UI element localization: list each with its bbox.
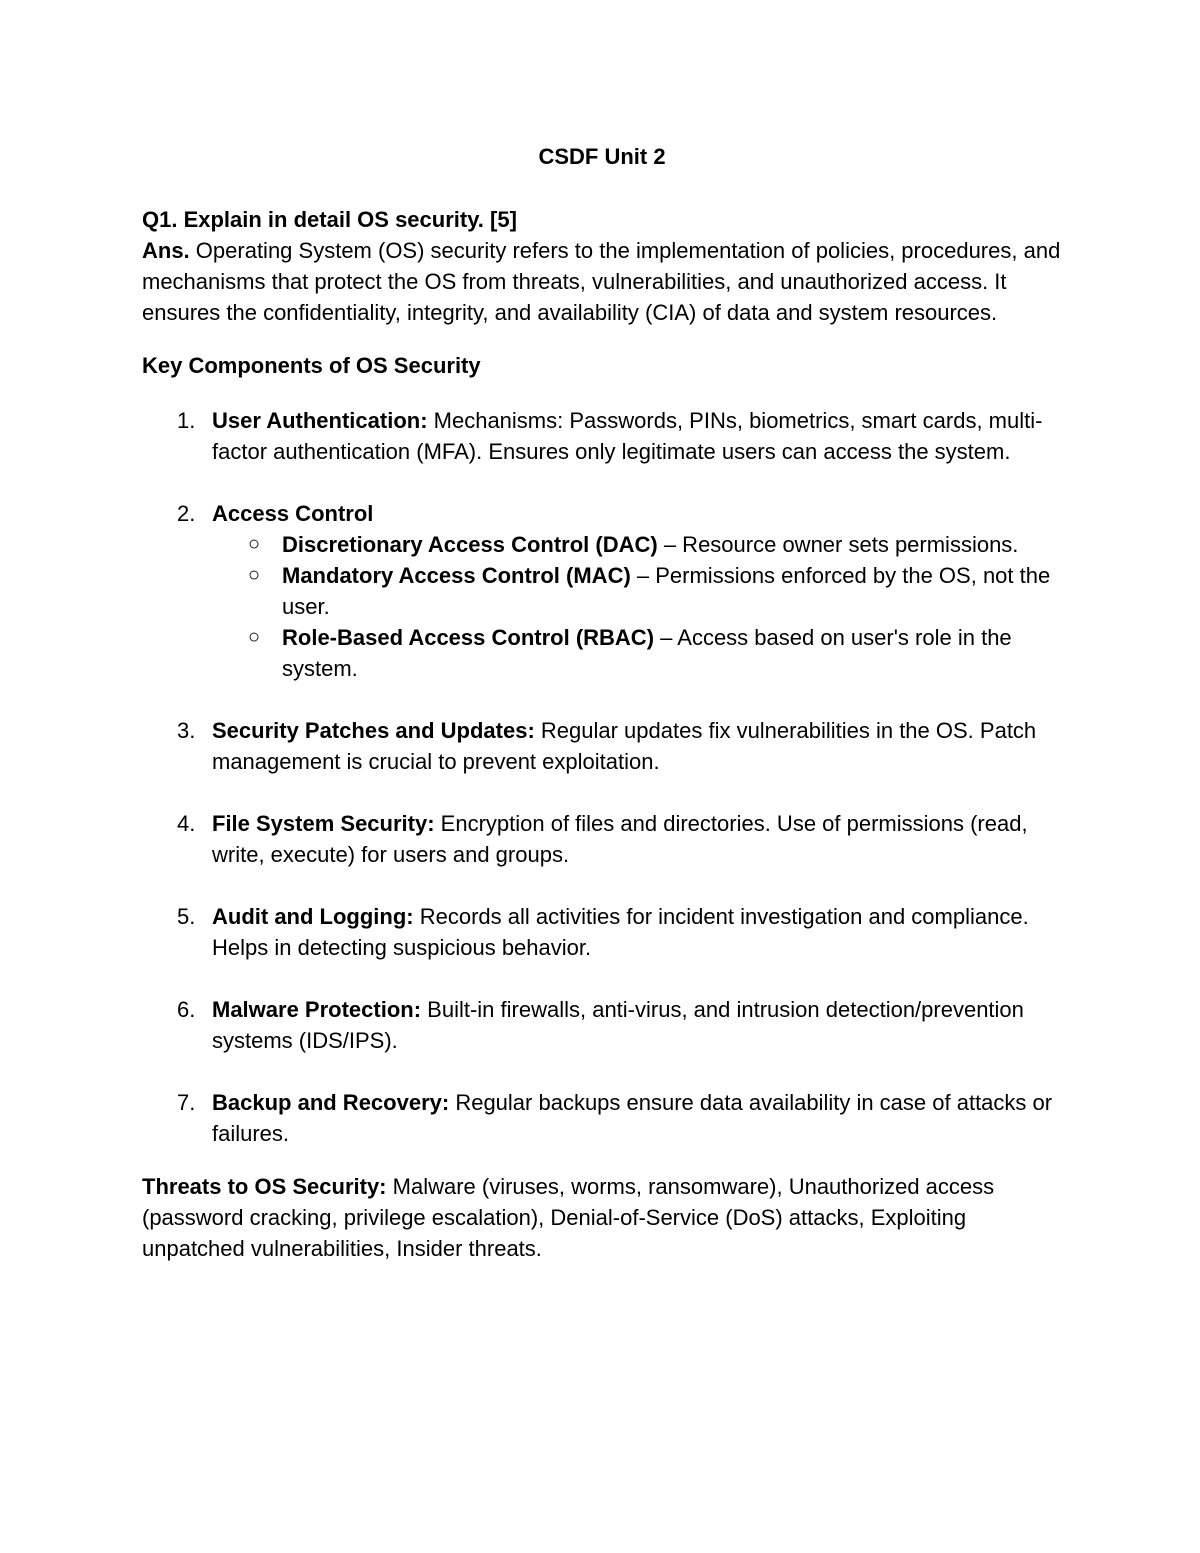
sublist-item (212, 622, 1062, 684)
subitem-text: – Resource owner sets permissions. (657, 532, 1019, 557)
subitem-label: Mandatory Access Control (MAC) (282, 563, 631, 588)
list-number: 7. (177, 1090, 196, 1115)
list-number: 3. (177, 718, 196, 743)
answer-paragraph (142, 235, 1062, 328)
item-label: Security Patches and Updates: (212, 718, 535, 743)
item-text: Records all activities for incident investigation and compliance. Helps in detecting suspicious behavior. (212, 904, 1029, 960)
components-list (142, 405, 1062, 1149)
list-item (142, 901, 1062, 963)
hollow-bullet-icon: ○ (248, 564, 261, 586)
item-label: Backup and Recovery: (212, 1090, 450, 1115)
list-item (142, 498, 1062, 684)
item-text: Regular updates fix vulnerabilities in the OS. Patch management is crucial to prevent exploitation. (212, 718, 1037, 774)
item-label: Malware Protection: (212, 997, 422, 1022)
sublist-item (212, 560, 1062, 622)
item-text: Built-in firewalls, anti-virus, and intrusion detection/prevention systems (IDS/IPS). (212, 997, 1024, 1053)
list-item (142, 994, 1062, 1056)
item-text: Mechanisms: Passwords, PINs, biometrics, smart cards, multi-factor authentication (MFA). Ensures only legitimate users can access the system. (212, 408, 1043, 464)
list-number: 6. (177, 997, 196, 1022)
item-label: User Authentication: (212, 408, 428, 433)
list-number: 1. (177, 408, 196, 433)
answer-label: Ans. (142, 238, 190, 263)
item-label: File System Security: (212, 811, 435, 836)
list-number: 5. (177, 904, 196, 929)
subitem-text: – Access based on user's role in the system. (282, 625, 1012, 681)
list-item (142, 715, 1062, 777)
threats-label: Threats to OS Security: (142, 1174, 387, 1199)
hollow-bullet-icon: ○ (248, 533, 261, 555)
section-heading: Key Components of OS Security (142, 353, 481, 378)
list-item (142, 405, 1062, 467)
document-title: CSDF Unit 2 (538, 144, 666, 169)
list-item (142, 1087, 1062, 1149)
item-label: Audit and Logging: (212, 904, 414, 929)
item-text: Encryption of files and directories. Use of permissions (read, write, execute) for users and groups. (212, 811, 1028, 867)
threats-paragraph (142, 1171, 1062, 1264)
list-item (142, 808, 1062, 870)
subitem-text: – Permissions enforced by the OS, not the user. (282, 563, 1051, 619)
access-control-sublist (212, 529, 1062, 684)
list-number: 4. (177, 811, 196, 836)
list-number: 2. (177, 501, 196, 526)
answer-text: Operating System (OS) security refers to the implementation of policies, procedures, and mechanisms that protect the OS from threats, vulnerabilities, and unauthorized access. It ensures the confidentiality, integrity, and availability (CIA) of data and system resources. (142, 238, 1061, 325)
item-text: Regular backups ensure data availability in case of attacks or failures. (212, 1090, 1053, 1146)
threats-text: Malware (viruses, worms, ransomware), Unauthorized access (password cracking, privilege escalation), Denial-of-Service (DoS) attacks, Exploiting unpatched vulnerabilities, Insider threats. (142, 1174, 995, 1261)
document-page (142, 141, 1062, 1264)
subitem-label: Role-Based Access Control (RBAC) (282, 625, 655, 650)
hollow-bullet-icon: ○ (248, 626, 261, 648)
question-heading: Q1. Explain in detail OS security. [5] (142, 207, 517, 232)
item-label: Access Control (212, 501, 374, 526)
sublist-item (212, 529, 1062, 560)
subitem-label: Discretionary Access Control (DAC) (282, 532, 658, 557)
